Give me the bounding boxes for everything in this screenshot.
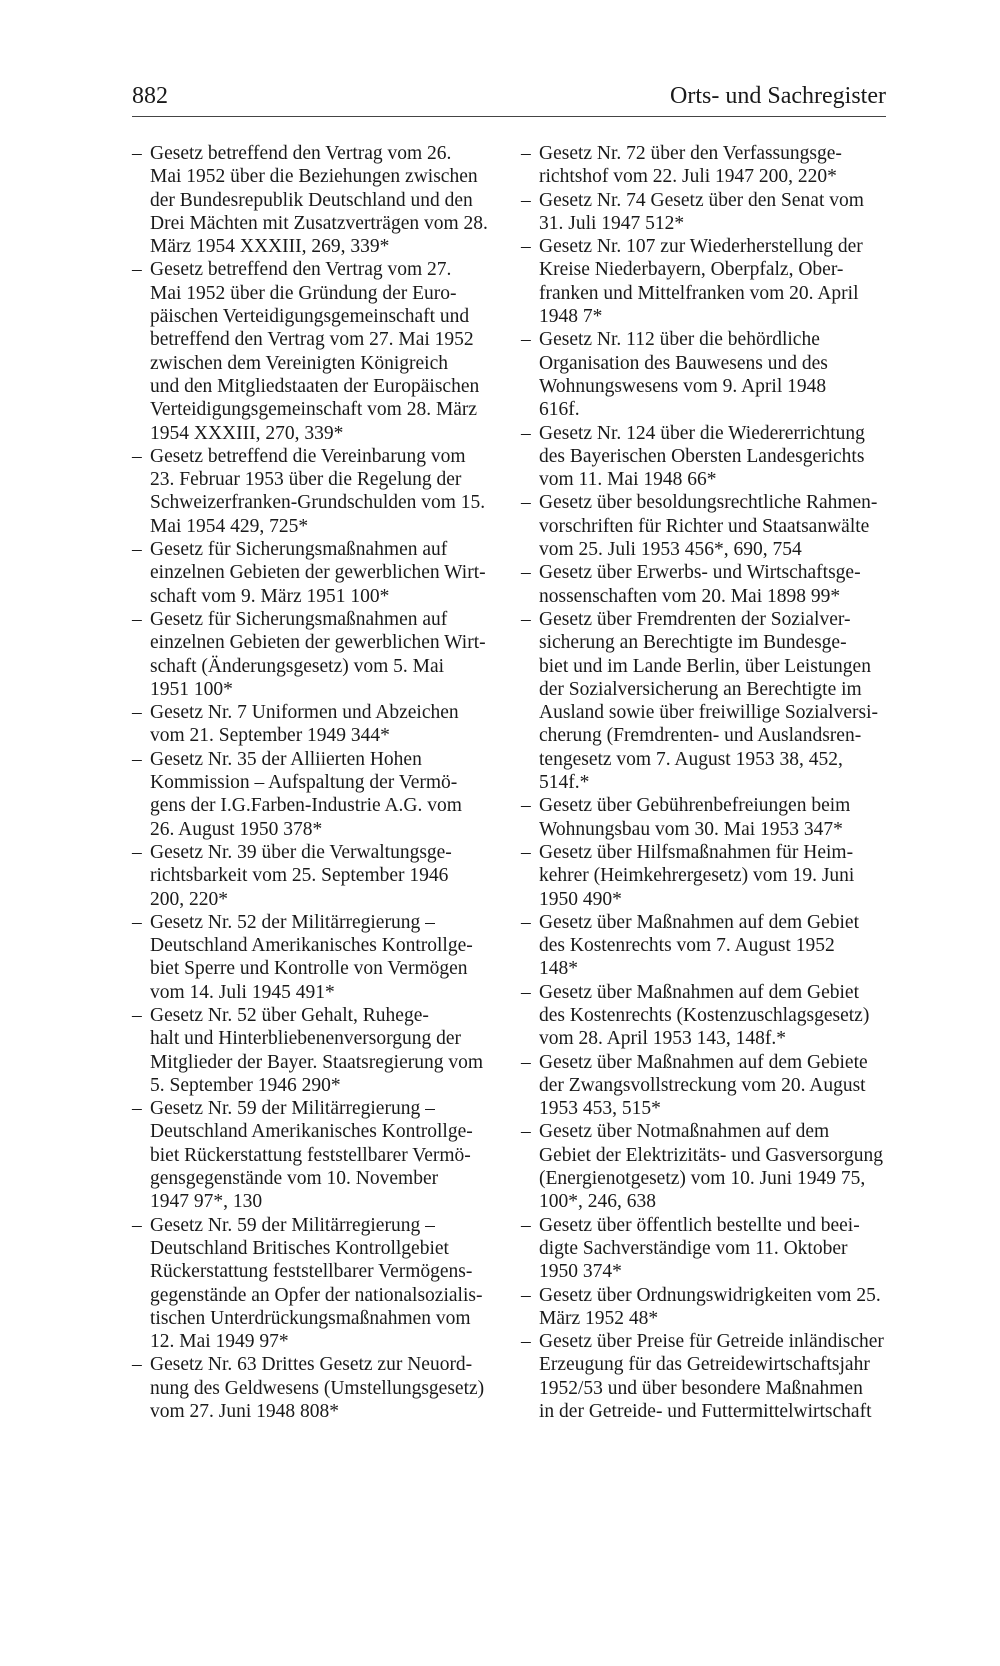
entry-text (150, 445, 494, 538)
entry-line: Kommission – Aufspaltung der Vermö- (150, 772, 458, 794)
entry-line: nossenschaften vom 20. Mai 1898 99* (539, 585, 841, 607)
index-entry (132, 538, 494, 608)
index-entry (521, 328, 889, 421)
entry-text (150, 142, 494, 258)
index-column-left (132, 142, 494, 1423)
index-column-right (521, 142, 889, 1423)
index-entry (132, 1353, 494, 1423)
entry-line: Erzeugung für das Getreidewirtschaftsjahr (539, 1354, 870, 1376)
entry-line: Gesetz Nr. 52 über Gehalt, Ruhege- (150, 1004, 429, 1026)
index-entry (521, 235, 889, 328)
index-entry (132, 1214, 494, 1354)
entry-text (539, 981, 889, 1051)
entry-line: Mai 1952 über die Gründung der Euro- (150, 282, 457, 304)
index-entry (521, 841, 889, 911)
entry-dash: – (132, 1354, 142, 1376)
entry-dash: – (521, 1121, 531, 1143)
entry-line: Gesetz Nr. 7 Uniformen und Abzeichen (150, 702, 459, 724)
entry-text (539, 328, 889, 421)
entry-line: Deutschland Amerikanisches Kontrollge- (150, 935, 473, 957)
entry-text (539, 794, 889, 841)
entry-line: tengesetz vom 7. August 1953 38, 452, (539, 748, 843, 770)
entry-line: franken und Mittelfranken vom 20. April (539, 282, 859, 304)
entry-text (539, 142, 889, 189)
entry-line: Gesetz Nr. 74 Gesetz über den Senat vom (539, 189, 864, 211)
entry-line: gens der I.G.Farben-Industrie A.G. vom (150, 795, 462, 817)
entry-line: vom 28. April 1953 143, 148f.* (539, 1028, 786, 1050)
entry-text (150, 608, 494, 701)
entry-text (539, 422, 889, 492)
entry-text (539, 1284, 889, 1331)
entry-text (539, 608, 889, 794)
entry-line: Deutschland Amerikanisches Kontrollge- (150, 1121, 473, 1143)
entry-line: 1951 100* (150, 678, 233, 700)
index-entry (521, 189, 889, 236)
entry-dash: – (521, 422, 531, 444)
entry-line: Organisation des Bauwesens und des (539, 352, 828, 374)
entry-line: vorschriften für Richter und Staatsanwälte (539, 515, 870, 537)
entry-line: Gesetz Nr. 72 über den Verfassungsge- (539, 143, 842, 164)
entry-line: betreffend den Vertrag vom 27. Mai 1952 (150, 329, 474, 351)
entry-line: 1954 XXXIII, 270, 339* (150, 422, 344, 444)
entry-line: päischen Verteidigungsgemeinschaft und (150, 306, 470, 328)
entry-text (150, 1004, 494, 1097)
index-entry (132, 1097, 494, 1213)
index-entry (521, 1330, 889, 1423)
entry-dash: – (521, 189, 531, 211)
entry-line: Mitglieder der Bayer. Staatsregierung vom (150, 1051, 484, 1073)
entry-dash: – (132, 445, 142, 467)
entry-line: biet Sperre und Kontrolle von Vermögen (150, 958, 468, 980)
entry-line: Gesetz betreffend den Vertrag vom 27. (150, 259, 452, 281)
entry-dash: – (132, 748, 142, 770)
entry-line: Gesetz Nr. 39 über die Verwaltungsge- (150, 841, 452, 863)
entry-line: Kreise Niederbayern, Oberpfalz, Ober- (539, 259, 844, 281)
entry-text (539, 911, 889, 981)
entry-line: Gesetz Nr. 35 der Alliierten Hohen (150, 748, 422, 770)
entry-line: vom 11. Mai 1948 66* (539, 469, 717, 491)
entry-dash: – (132, 911, 142, 933)
entry-line: 23. Februar 1953 über die Regelung der (150, 469, 462, 491)
entry-line: vom 27. Juni 1948 808* (150, 1401, 340, 1423)
entry-text (150, 1353, 494, 1423)
entry-dash: – (521, 329, 531, 351)
index-entry (132, 445, 494, 538)
entry-line: biet und im Lande Berlin, über Leistungen (539, 655, 871, 677)
entry-line: Gesetz über Hilfsmaßnahmen für Heim- (539, 841, 854, 863)
entry-dash: – (132, 259, 142, 281)
entry-dash: – (521, 981, 531, 1003)
entry-line: Ausland sowie über freiwillige Sozialversi- (539, 702, 878, 724)
index-entry (521, 1051, 889, 1121)
entry-line: der Zwangsvollstreckung vom 20. August (539, 1074, 866, 1096)
index-entry (521, 561, 889, 608)
index-entry (521, 1284, 889, 1331)
entry-dash: – (521, 492, 531, 514)
entry-line: 1947 97*, 130 (150, 1191, 263, 1213)
entry-line: Gesetz betreffend den Vertrag vom 26. (150, 143, 452, 164)
entry-line: vom 14. Juli 1945 491* (150, 981, 335, 1003)
entry-line: 616f. (539, 399, 580, 421)
entry-dash: – (132, 841, 142, 863)
entry-line: des Bayerischen Obersten Landesgerichts (539, 445, 865, 467)
entry-line: gensgegenstände vom 10. November (150, 1168, 439, 1190)
entry-line: Gesetz für Sicherungsmaßnahmen auf (150, 539, 448, 561)
entry-line: der Sozialversicherung an Berechtigte im (539, 678, 862, 700)
entry-line: und den Mitgliedstaaten der Europäischen (150, 375, 480, 397)
entry-line: vom 25. Juli 1953 456*, 690, 754 (539, 539, 802, 561)
index-entry (132, 748, 494, 841)
entry-line: Deutschland Britisches Kontrollgebiet (150, 1237, 449, 1259)
entry-line: 514f.* (539, 772, 590, 794)
entry-line: einzelnen Gebieten der gewerblichen Wirt- (150, 632, 486, 654)
index-entry (132, 608, 494, 701)
page-header (132, 82, 886, 117)
entry-text (539, 561, 889, 608)
entry-text (150, 748, 494, 841)
entry-dash: – (132, 539, 142, 561)
entry-line: digte Sachverständige vom 11. Oktober (539, 1237, 848, 1259)
index-entry (521, 142, 889, 189)
entry-line: März 1954 XXXIII, 269, 339* (150, 236, 390, 258)
index-entry (132, 701, 494, 748)
entry-line: 1950 374* (539, 1261, 622, 1283)
entry-text (539, 841, 889, 911)
entry-text (539, 491, 889, 561)
entry-line: zwischen dem Vereinigten Königreich (150, 352, 449, 374)
entry-line: Gesetz über Maßnahmen auf dem Gebiet (539, 981, 859, 1003)
entry-text (150, 538, 494, 608)
entry-line: Gesetz Nr. 59 der Militärregierung – (150, 1098, 435, 1120)
entry-line: halt und Hinterbliebenenversorgung der (150, 1028, 462, 1050)
entry-line: biet Rückerstattung feststellbarer Vermö- (150, 1144, 471, 1166)
entry-line: Gesetz für Sicherungsmaßnahmen auf (150, 608, 448, 630)
entry-text (150, 701, 494, 748)
entry-line: Gesetz Nr. 59 der Militärregierung – (150, 1214, 435, 1236)
entry-line: schaft (Änderungsgesetz) vom 5. Mai (150, 655, 445, 677)
entry-dash: – (521, 1331, 531, 1353)
index-entry (132, 142, 494, 258)
entry-line: Mai 1954 429, 725* (150, 515, 309, 537)
entry-line: Schweizerfranken-Grundschulden vom 15. (150, 492, 486, 514)
entry-text (150, 911, 494, 1004)
entry-line: 200, 220* (150, 888, 228, 910)
index-entry (521, 491, 889, 561)
entry-text (150, 258, 494, 444)
entry-line: Gesetz über Maßnahmen auf dem Gebiet (539, 911, 859, 933)
entry-line: Gebiet der Elektrizitäts- und Gasversorgung (539, 1144, 884, 1166)
entry-dash: – (521, 562, 531, 584)
entry-dash: – (521, 1284, 531, 1306)
entry-line: gegenstände an Opfer der nationalsozialis- (150, 1284, 483, 1306)
index-entry (132, 1004, 494, 1097)
entry-dash: – (521, 911, 531, 933)
entry-line: 5. September 1946 290* (150, 1074, 341, 1096)
entry-line: nung des Geldwesens (Umstellungsgesetz) (150, 1377, 485, 1399)
entry-line: Gesetz Nr. 63 Drittes Gesetz zur Neuord- (150, 1354, 473, 1376)
entry-line: Gesetz über Preise für Getreide inländischer (539, 1331, 884, 1353)
entry-dash: – (521, 236, 531, 258)
index-entry (521, 981, 889, 1051)
entry-line: 148* (539, 958, 578, 980)
entry-line: 100*, 246, 638 (539, 1191, 656, 1213)
entry-line: Rückerstattung feststellbarer Vermögens- (150, 1261, 473, 1283)
entry-line: Gesetz betreffend die Vereinbarung vom (150, 445, 466, 467)
entry-dash: – (132, 702, 142, 724)
entry-line: einzelnen Gebieten der gewerblichen Wirt- (150, 562, 486, 584)
entry-dash: – (132, 1004, 142, 1026)
entry-line: 1953 453, 515* (539, 1098, 661, 1120)
entry-dash: – (132, 1214, 142, 1236)
entry-line: 26. August 1950 378* (150, 818, 323, 840)
entry-line: Gesetz über Gebührenbefreiungen beim (539, 795, 851, 817)
entry-text (150, 1097, 494, 1213)
entry-line: der Bundesrepublik Deutschland und den (150, 189, 473, 211)
entry-line: schaft vom 9. März 1951 100* (150, 585, 390, 607)
running-head: Orts- und Sachregister (670, 83, 886, 109)
entry-line: Gesetz über besoldungsrechtliche Rahmen- (539, 492, 878, 514)
entry-line: 1952/53 und über besondere Maßnahmen (539, 1377, 863, 1399)
entry-line: Gesetz Nr. 124 über die Wiedererrichtung (539, 422, 865, 444)
entry-dash: – (521, 1214, 531, 1236)
entry-line: Verteidigungsgemeinschaft vom 28. März (150, 399, 478, 421)
entry-line: Gesetz Nr. 107 zur Wiederherstellung der (539, 236, 863, 258)
index-entry (521, 422, 889, 492)
entry-line: März 1952 48* (539, 1307, 659, 1329)
index-entry (132, 911, 494, 1004)
entry-dash: – (132, 143, 142, 164)
entry-line: des Kostenrechts (Kostenzuschlagsgesetz) (539, 1004, 870, 1026)
entry-line: 31. Juli 1947 512* (539, 212, 685, 234)
entry-line: Gesetz über Erwerbs- und Wirtschaftsge- (539, 562, 861, 584)
entry-line: Mai 1952 über die Beziehungen zwischen (150, 166, 478, 188)
entry-dash: – (132, 608, 142, 630)
entry-line: des Kostenrechts vom 7. August 1952 (539, 935, 835, 957)
entry-text (150, 1214, 494, 1354)
entry-line: Wohnungswesens vom 9. April 1948 (539, 375, 827, 397)
entry-line: Gesetz über Fremdrenten der Sozialver- (539, 608, 851, 630)
entry-line: vom 21. September 1949 344* (150, 725, 390, 747)
entry-line: in der Getreide- und Futtermittelwirtschaft (539, 1401, 872, 1423)
entry-dash: – (132, 1098, 142, 1120)
entry-dash: – (521, 795, 531, 817)
entry-dash: – (521, 1051, 531, 1073)
entry-text (539, 1214, 889, 1284)
index-entry (521, 608, 889, 794)
entry-line: 12. Mai 1949 97* (150, 1331, 289, 1353)
entry-line: richtsbarkeit vom 25. September 1946 (150, 865, 449, 887)
entry-text (539, 1051, 889, 1121)
entry-dash: – (521, 608, 531, 630)
entry-line: cherung (Fremdrenten- und Auslandsren- (539, 725, 862, 747)
entry-line: richtshof vom 22. Juli 1947 200, 220* (539, 166, 837, 188)
entry-line: Drei Mächten mit Zusatzverträgen vom 28. (150, 212, 488, 234)
index-entry (132, 841, 494, 911)
entry-line: Wohnungsbau vom 30. Mai 1953 347* (539, 818, 843, 840)
entry-line: sicherung an Berechtigte im Bundesge- (539, 632, 847, 654)
entry-text (539, 189, 889, 236)
entry-text (539, 1330, 889, 1423)
entry-text (539, 1120, 889, 1213)
entry-line: 1950 490* (539, 888, 622, 910)
entry-line: Gesetz über Ordnungswidrigkeiten vom 25. (539, 1284, 881, 1306)
entry-line: Gesetz Nr. 52 der Militärregierung – (150, 911, 435, 933)
entry-line: Gesetz über Notmaßnahmen auf dem (539, 1121, 830, 1143)
entry-dash: – (521, 143, 531, 164)
entry-line: Gesetz über öffentlich bestellte und beei- (539, 1214, 860, 1236)
index-entry (132, 258, 494, 444)
entry-line: tischen Unterdrückungsmaßnahmen vom (150, 1307, 471, 1329)
page-number: 882 (132, 83, 168, 109)
entry-line: (Energienotgesetz) vom 10. Juni 1949 75, (539, 1168, 866, 1190)
index-entry (521, 1120, 889, 1213)
entry-line: Gesetz über Maßnahmen auf dem Gebiete (539, 1051, 868, 1073)
entry-line: kehrer (Heimkehrergesetz) vom 19. Juni (539, 865, 855, 887)
entry-text (150, 841, 494, 911)
index-entry (521, 794, 889, 841)
index-entry (521, 911, 889, 981)
entry-line: Gesetz Nr. 112 über die behördliche (539, 329, 820, 351)
index-entry (521, 1214, 889, 1284)
entry-line: 1948 7* (539, 306, 603, 328)
entry-dash: – (521, 841, 531, 863)
entry-text (539, 235, 889, 328)
